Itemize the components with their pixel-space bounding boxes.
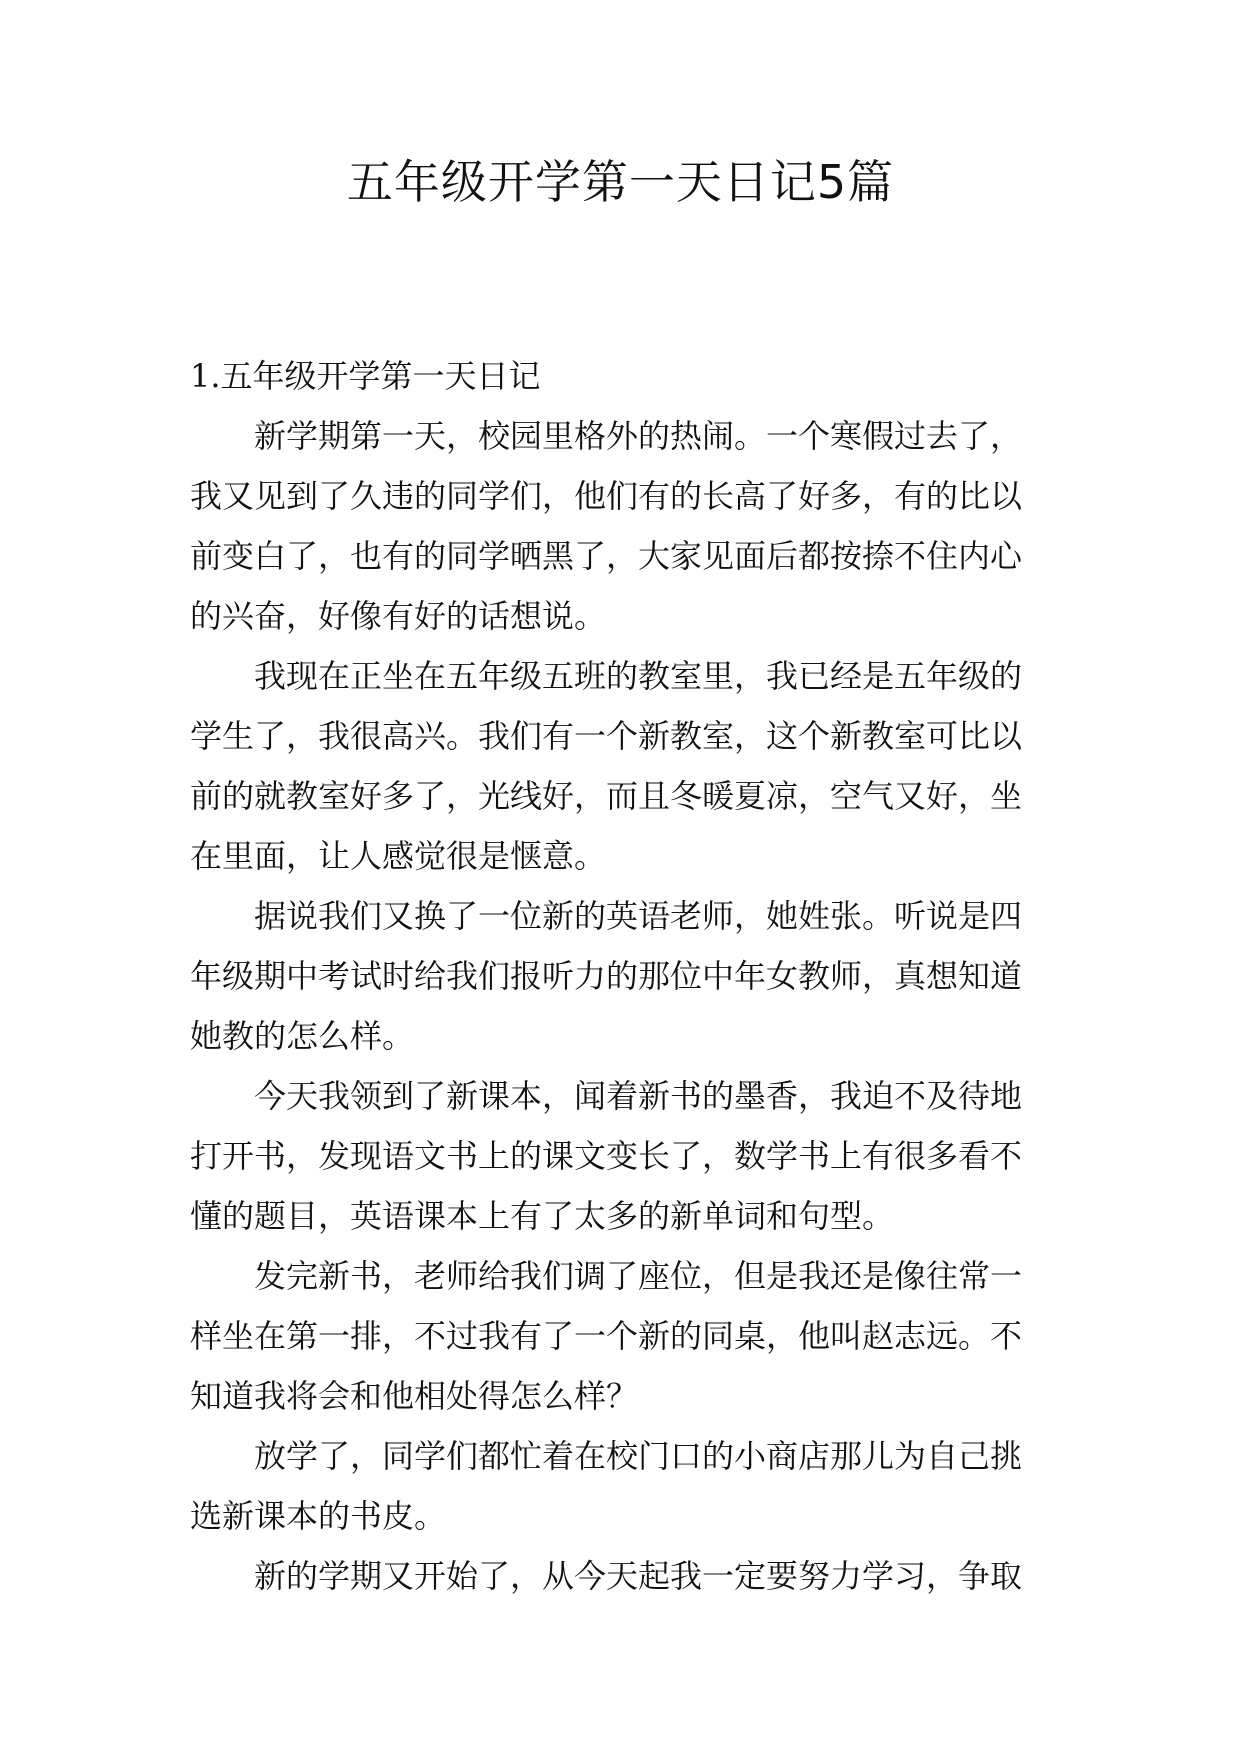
paragraph (190, 1546, 1050, 1606)
text-line: 今天我领到了新课本，闻着新书的墨香，我迫不及待地 (254, 1077, 1023, 1115)
document-body (190, 346, 1050, 1606)
text-line: 据说我们又换了一位新的英语老师，她姓张。听说是四 (254, 897, 1023, 935)
text-line: 打开书，发现语文书上的课文变长了，数学书上有很多看不 (190, 1137, 1023, 1175)
text-line: 懂的题目，英语课本上有了太多的新单词和句型。 (190, 1197, 895, 1235)
text-line: 放学了，同学们都忙着在校门口的小商店那儿为自己挑 (254, 1437, 1023, 1475)
text-line: 我又见到了久违的同学们，他们有的长高了好多，有的比以 (190, 477, 1023, 515)
paragraph (190, 1066, 1050, 1246)
paragraph (190, 646, 1050, 886)
paragraph (190, 406, 1050, 646)
text-line: 选新课本的书皮。 (190, 1497, 447, 1535)
text-line: 前变白了，也有的同学晒黑了，大家见面后都按捺不住内心 (190, 537, 1023, 575)
text-line: 样坐在第一排，不过我有了一个新的同桌，他叫赵志远。不 (190, 1317, 1023, 1355)
text-line: 的兴奋，好像有好的话想说。 (190, 597, 607, 635)
paragraph (190, 1246, 1050, 1426)
text-line: 她教的怎么样。 (190, 1017, 415, 1055)
text-line: 发完新书，老师给我们调了座位，但是我还是像往常一 (254, 1257, 1023, 1295)
section-heading: 1.五年级开学第一天日记 (190, 357, 541, 395)
text-line: 新学期第一天，校园里格外的热闹。一个寒假过去了， (254, 417, 1023, 455)
text-line: 我现在正坐在五年级五班的教室里，我已经是五年级的 (254, 657, 1023, 695)
paragraph (190, 1426, 1050, 1546)
page-title: 五年级开学第一天日记5篇 (346, 155, 895, 209)
paragraph (190, 886, 1050, 1066)
text-line: 年级期中考试时给我们报听力的那位中年女教师，真想知道 (190, 957, 1023, 995)
text-line: 前的就教室好多了，光线好，而且冬暖夏凉，空气又好，坐 (190, 777, 1023, 815)
text-line: 知道我将会和他相处得怎么样？ (190, 1377, 639, 1415)
text-line: 学生了，我很高兴。我们有一个新教室，这个新教室可比以 (190, 717, 1023, 755)
text-line: 在里面，让人感觉很是惬意。 (190, 837, 607, 875)
text-line: 新的学期又开始了，从今天起我一定要努力学习，争取 (254, 1557, 1023, 1595)
